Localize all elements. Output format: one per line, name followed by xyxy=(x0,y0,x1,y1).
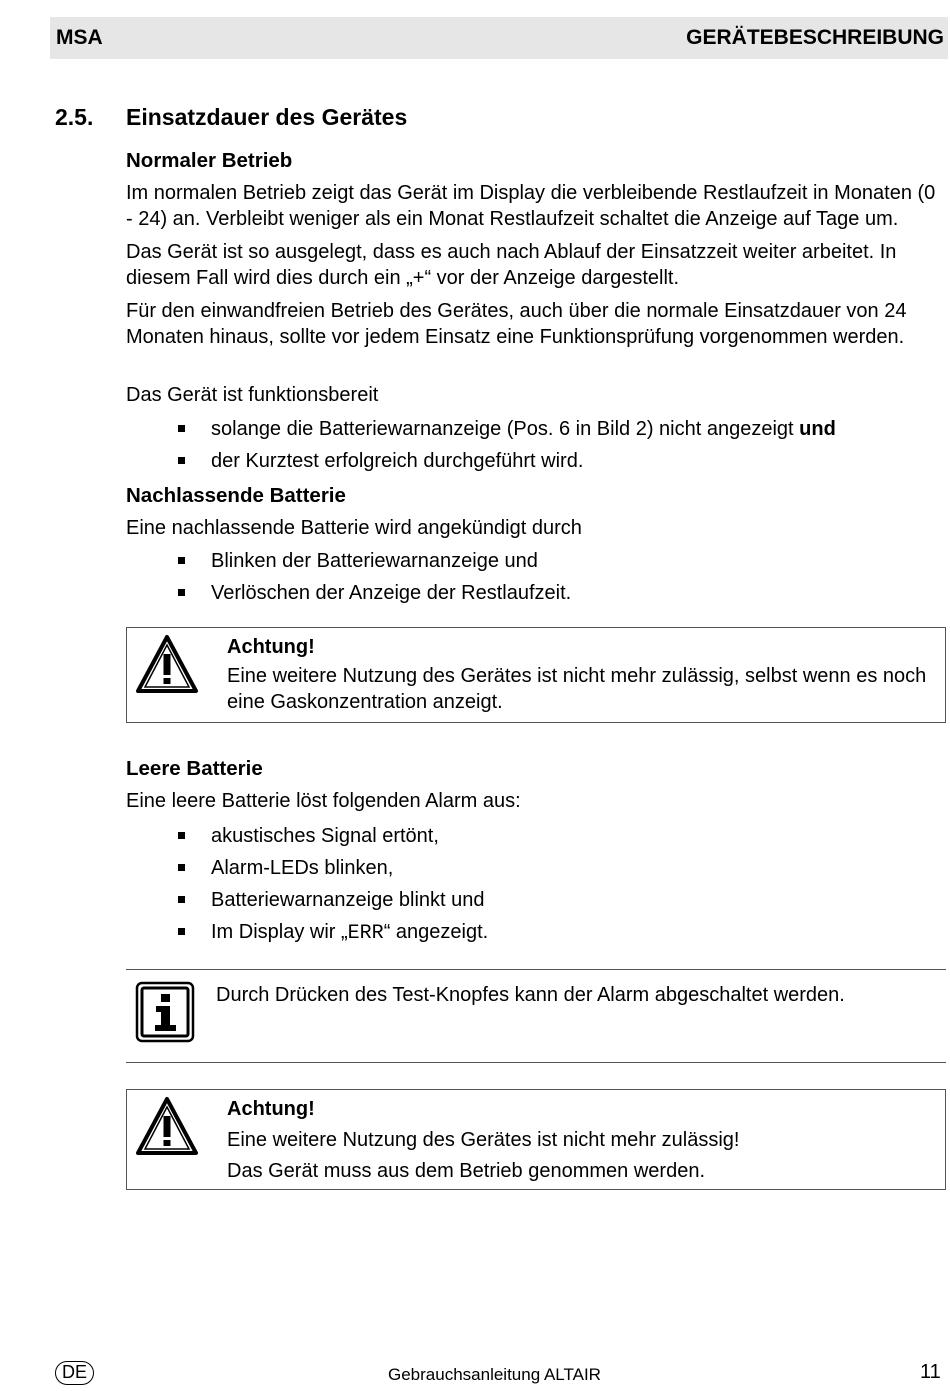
weak-intro: Eine nachlassende Batterie wird angekündigt durch xyxy=(126,516,582,539)
list-item: Alarm-LEDs blinken, xyxy=(126,855,941,887)
section-number: 2.5. xyxy=(55,104,94,130)
main-content xyxy=(126,148,941,1190)
warning-2-line-2: Das Gerät muss aus dem Betrieb genommen werden. xyxy=(227,1160,705,1182)
info-text: Durch Drücken des Test-Knopfes kann der Alarm abgeschaltet werden. xyxy=(216,983,845,1006)
empty-item-4-pre: Im Display wir „ xyxy=(211,920,348,943)
empty-list xyxy=(126,823,941,951)
list-item xyxy=(126,919,941,951)
heading-empty-battery: Leere Batterie xyxy=(126,757,263,780)
err-code: ERR xyxy=(347,921,384,945)
page-number: 11 xyxy=(920,1361,941,1383)
warning-box-1 xyxy=(126,627,946,723)
ready-intro: Das Gerät ist funktionsbereit xyxy=(126,384,379,406)
ready-list xyxy=(126,416,941,480)
warning-2-line-1: Eine weitere Nutzung des Gerätes ist nicht mehr zulässig! xyxy=(227,1128,740,1151)
footer-document-title: Gebrauchsanleitung ALTAIR xyxy=(388,1365,601,1384)
list-item: akustisches Signal ertönt, xyxy=(126,823,941,855)
warning-triangle-icon xyxy=(135,634,199,694)
warning-1-text: Eine weitere Nutzung des Gerätes ist nicht mehr zulässig, selbst wenn es noch eine Gaskonzentration anzeigt. xyxy=(227,665,927,713)
info-icon xyxy=(135,981,195,1043)
heading-normal-operation: Normaler Betrieb xyxy=(126,149,293,172)
paragraph-normal-1: Im normalen Betrieb zeigt das Gerät im Display die verbleibende Restlaufzeit in Monaten (0 - 24) an. Verbleibt weniger als ein Monat Restlaufzeit schaltet die Anzeige auf Tage um. xyxy=(126,182,936,230)
warning-1-title: Achtung! xyxy=(227,636,315,658)
header-brand: MSA xyxy=(56,26,103,49)
warning-box-2 xyxy=(126,1089,946,1190)
section-title: Einsatzdauer des Gerätes xyxy=(126,104,408,130)
paragraph-normal-3: Für den einwandfreien Betrieb des Gerätes, auch über die normale Einsatzdauer von 24 Monaten hinaus, sollte vor jedem Einsatz eine Funktionsprüfung vorgenommen werden. xyxy=(126,300,907,348)
page-header xyxy=(50,17,948,59)
ready-item-1: solange die Batteriewarnanzeige (Pos. 6 in Bild 2) nicht angezeigt xyxy=(211,417,794,440)
empty-item-4-post: “ angezeigt. xyxy=(383,920,489,943)
list-item: Batteriewarnanzeige blinkt und xyxy=(126,887,941,919)
info-box xyxy=(126,969,946,1063)
empty-intro: Eine leere Batterie löst folgenden Alarm aus: xyxy=(126,790,521,812)
header-chapter: GERÄTEBESCHREIBUNG xyxy=(686,26,944,49)
list-item: der Kurztest erfolgreich durchgeführt wird. xyxy=(126,448,941,480)
warning-2-title: Achtung! xyxy=(227,1097,315,1120)
language-badge: DE xyxy=(55,1361,94,1385)
heading-weak-battery: Nachlassende Batterie xyxy=(126,483,346,507)
warning-triangle-icon xyxy=(135,1096,199,1156)
ready-item-1-bold: und xyxy=(799,417,836,440)
list-item: Verlöschen der Anzeige der Restlaufzeit. xyxy=(126,580,941,612)
weak-list xyxy=(126,548,941,612)
list-item xyxy=(126,416,941,448)
list-item: Blinken der Batteriewarnanzeige und xyxy=(126,548,941,580)
paragraph-normal-2: Das Gerät ist so ausgelegt, dass es auch nach Ablauf der Einsatzzeit weiter arbeitet. In diesem Fall wird dies durch ein „+“ vor der Anzeige dargestellt. xyxy=(126,241,897,289)
